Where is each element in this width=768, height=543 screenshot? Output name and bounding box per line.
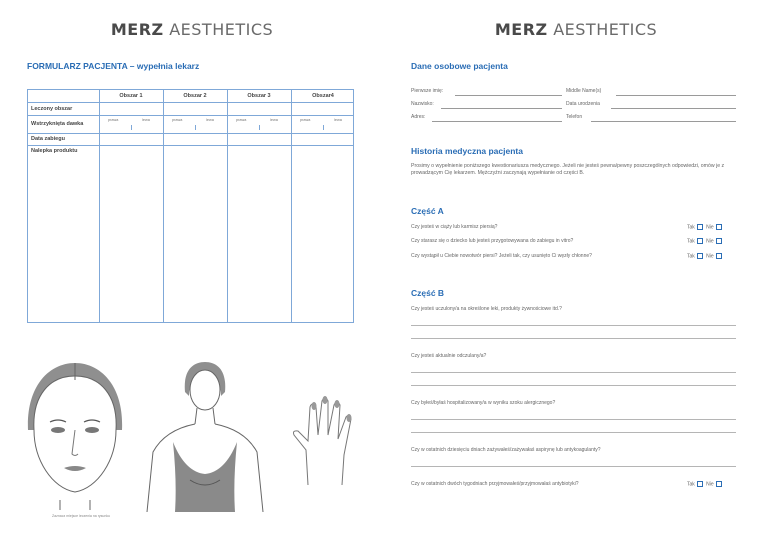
answer-line[interactable]: [411, 338, 736, 339]
side-left-label: lewa: [334, 118, 342, 122]
yes-checkbox[interactable]: [697, 238, 703, 244]
dob-field[interactable]: [611, 108, 736, 109]
treatment-table: [27, 89, 354, 323]
row-label-product-sticker: Nalepka produktu: [31, 148, 78, 154]
yes-checkbox[interactable]: [697, 224, 703, 230]
address-label: Adres:: [411, 114, 426, 120]
part-b-title: Część B: [411, 288, 445, 298]
merz-logo: MERZ AESTHETICS: [494, 20, 658, 39]
part-b-question-3: Czy byłeś/byłaś hospitalizowany/a w wyniku szoku alergicznego?: [411, 400, 556, 406]
answer-line[interactable]: [411, 325, 736, 326]
middle-name-field[interactable]: [616, 95, 736, 96]
row-label-treated-area: Leczony obszar: [31, 106, 73, 112]
face-illustration: [20, 360, 130, 510]
no-checkbox[interactable]: [716, 224, 722, 230]
answer-line[interactable]: [411, 372, 736, 373]
phone-label: Telefon: [566, 114, 583, 120]
first-name-field[interactable]: [455, 95, 562, 96]
yes-checkbox[interactable]: [697, 481, 703, 487]
row-label-treatment-date: Data zabiegu: [31, 136, 65, 142]
drawing-caption: Zaznacz miejsce leczenia na rysunku: [52, 514, 110, 518]
side-left-label: lewa: [142, 118, 150, 122]
medical-history-title: Historia medyczna pacjenta: [411, 146, 523, 156]
yes-no-options: Tak Nie: [687, 481, 724, 487]
yes-checkbox[interactable]: [697, 253, 703, 259]
side-right-label: prawa: [300, 118, 311, 122]
part-a-question-1: Czy jesteś w ciąży lub karmisz piersią?: [411, 224, 498, 230]
part-b-question-2: Czy jesteś aktualnie odczulany/a?: [411, 353, 487, 359]
part-a-question-2: Czy starasz się o dziecko lub jesteś przygotowywana do zabiegu in vitro?: [411, 238, 574, 244]
side-right-label: prawa: [108, 118, 119, 122]
column-header-area-4: Obszar4: [312, 93, 334, 99]
side-right-label: prawa: [172, 118, 183, 122]
yes-no-options: Tak Nie: [687, 238, 724, 244]
side-left-label: lewa: [206, 118, 214, 122]
no-checkbox[interactable]: [716, 481, 722, 487]
part-a-title: Część A: [411, 206, 444, 216]
part-a-question-3: Czy wystąpił u Ciebie nowotwór piersi? Jeżeli tak, czy usunięto Ci węzły chłonne?: [411, 253, 592, 259]
yes-no-options: Tak Nie: [687, 253, 724, 259]
column-header-area-1: Obszar 1: [119, 93, 143, 99]
answer-line[interactable]: [411, 432, 736, 433]
side-right-label: prawa: [236, 118, 247, 122]
surname-field[interactable]: [441, 108, 562, 109]
column-header-area-2: Obszar 2: [183, 93, 207, 99]
patient-form-title: FORMULARZ PACJENTA – wypełnia lekarz: [27, 61, 200, 71]
side-left-label: lewa: [270, 118, 278, 122]
part-b-question-5: Czy w ostatnich dwóch tygodniach przyjmowałeś/przyjmowałaś antybiotyki?: [411, 481, 579, 487]
yes-no-options: Tak Nie: [687, 224, 724, 230]
answer-line[interactable]: [411, 385, 736, 386]
row-label-injected-dose: Wstrzyknięta dawka: [31, 121, 84, 127]
address-field[interactable]: [432, 121, 562, 122]
first-name-label: Pierwsze imię:: [411, 88, 444, 94]
surname-label: Nazwisko:: [411, 101, 434, 107]
answer-line[interactable]: [411, 419, 736, 420]
personal-data-title: Dane osobowe pacjenta: [411, 61, 508, 71]
no-checkbox[interactable]: [716, 253, 722, 259]
column-header-area-3: Obszar 3: [247, 93, 271, 99]
no-checkbox[interactable]: [716, 238, 722, 244]
part-b-question-1: Czy jesteś uczulony/a na określone leki, produkty żywnościowe itd.?: [411, 306, 562, 312]
middle-name-label: Middle Name(s): [566, 88, 602, 94]
right-page: [384, 0, 768, 543]
answer-line[interactable]: [411, 466, 736, 467]
torso-illustration: [145, 362, 265, 512]
merz-logo: MERZ AESTHETICS: [110, 20, 274, 39]
dob-label: Data urodzenia: [566, 101, 600, 107]
hand-illustration: [290, 395, 360, 485]
phone-field[interactable]: [591, 121, 736, 122]
medical-history-instructions: Prosimy o wypełnienie poniższego kwestionariusza medycznego. Jeżeli nie jesteś pewna/pewny poszczególnych odpowiedzi, omów je z prowadzącym Cię lekarzem. Mężczyźni zaczynają wypełnianie od części B.: [411, 163, 725, 176]
part-b-question-4: Czy w ostatnich dziesięciu dniach zażywałeś/zażywałaś aspirynę lub antykoagulanty?: [411, 447, 601, 453]
